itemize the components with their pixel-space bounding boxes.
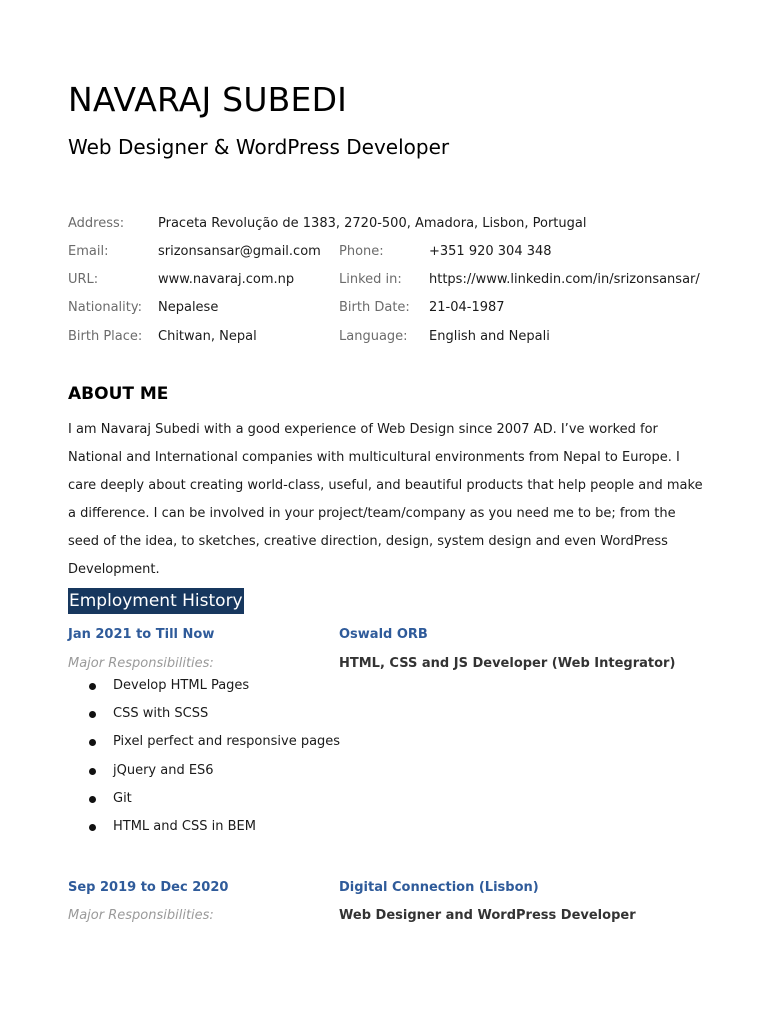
url-value[interactable]: www.navaraj.com.np bbox=[158, 272, 295, 287]
bullet-icon bbox=[89, 768, 96, 775]
language-label: Language: bbox=[339, 329, 408, 344]
employment-heading: Employment History bbox=[68, 588, 244, 614]
linkedin-value[interactable]: https://www.linkedin.com/in/srizonsansar/ bbox=[429, 272, 700, 287]
email-value[interactable]: srizonsansar@gmail.com bbox=[158, 244, 321, 259]
job-2-resp-label: Major Responsibilities: bbox=[68, 908, 214, 923]
about-heading: ABOUT ME bbox=[68, 384, 169, 404]
job-1-company: Oswald ORB bbox=[339, 627, 428, 642]
list-item-text: Git bbox=[113, 790, 132, 806]
nationality-value: Nepalese bbox=[158, 300, 219, 315]
list-item-text: HTML and CSS in BEM bbox=[113, 818, 256, 834]
bullet-icon bbox=[89, 824, 96, 831]
birthplace-value: Chitwan, Nepal bbox=[158, 329, 257, 344]
email-label: Email: bbox=[68, 244, 109, 259]
phone-label: Phone: bbox=[339, 244, 384, 259]
birthdate-label: Birth Date: bbox=[339, 300, 410, 315]
bullet-icon bbox=[89, 796, 96, 803]
job-2-role: Web Designer and WordPress Developer bbox=[339, 908, 636, 923]
list-item-text: Develop HTML Pages bbox=[113, 678, 250, 693]
birthplace-label: Birth Place: bbox=[68, 329, 143, 344]
bullet-icon bbox=[89, 739, 96, 746]
list-item-text: jQuery and ES6 bbox=[113, 762, 214, 778]
job-1-dates: Jan 2021 to Till Now bbox=[68, 627, 215, 642]
candidate-title: Web Designer & WordPress Developer bbox=[68, 135, 450, 159]
bullet-icon bbox=[89, 683, 96, 690]
birthdate-value: 21-04-1987 bbox=[429, 300, 505, 315]
about-text: I am Navaraj Subedi with a good experience of Web Design since 2007 AD. I’ve worked for National and International companies with multicultural environments from Nepal to Europe. I care deeply about creating world-class, useful, and beautiful products that help people and make a difference. I can be involved in your project/team/company as you need me to be; from the seed of the idea, to sketches, creative direction, design, system design and even WordPress Development. bbox=[68, 422, 703, 577]
address-value: Praceta Revolução de 1383, 2720-500, Amadora, Lisbon, Portugal bbox=[158, 216, 587, 231]
list-item-text: CSS with SCSS bbox=[113, 706, 209, 722]
candidate-name: NAVARAJ SUBEDI bbox=[68, 80, 348, 119]
phone-value: +351 920 304 348 bbox=[429, 244, 552, 259]
nationality-label: Nationality: bbox=[68, 300, 143, 315]
list-item-text: Pixel perfect and responsive pages bbox=[113, 734, 341, 750]
linkedin-label: Linked in: bbox=[339, 272, 402, 287]
job-1-role: HTML, CSS and JS Developer (Web Integrator) bbox=[339, 656, 676, 671]
job-1-resp-label: Major Responsibilities: bbox=[68, 656, 214, 671]
url-label: URL: bbox=[68, 272, 99, 287]
job-2-company: Digital Connection (Lisbon) bbox=[339, 880, 539, 895]
address-label: Address: bbox=[68, 216, 125, 231]
bullet-icon bbox=[89, 711, 96, 718]
job-2-dates: Sep 2019 to Dec 2020 bbox=[68, 880, 229, 895]
language-value: English and Nepali bbox=[429, 329, 550, 344]
